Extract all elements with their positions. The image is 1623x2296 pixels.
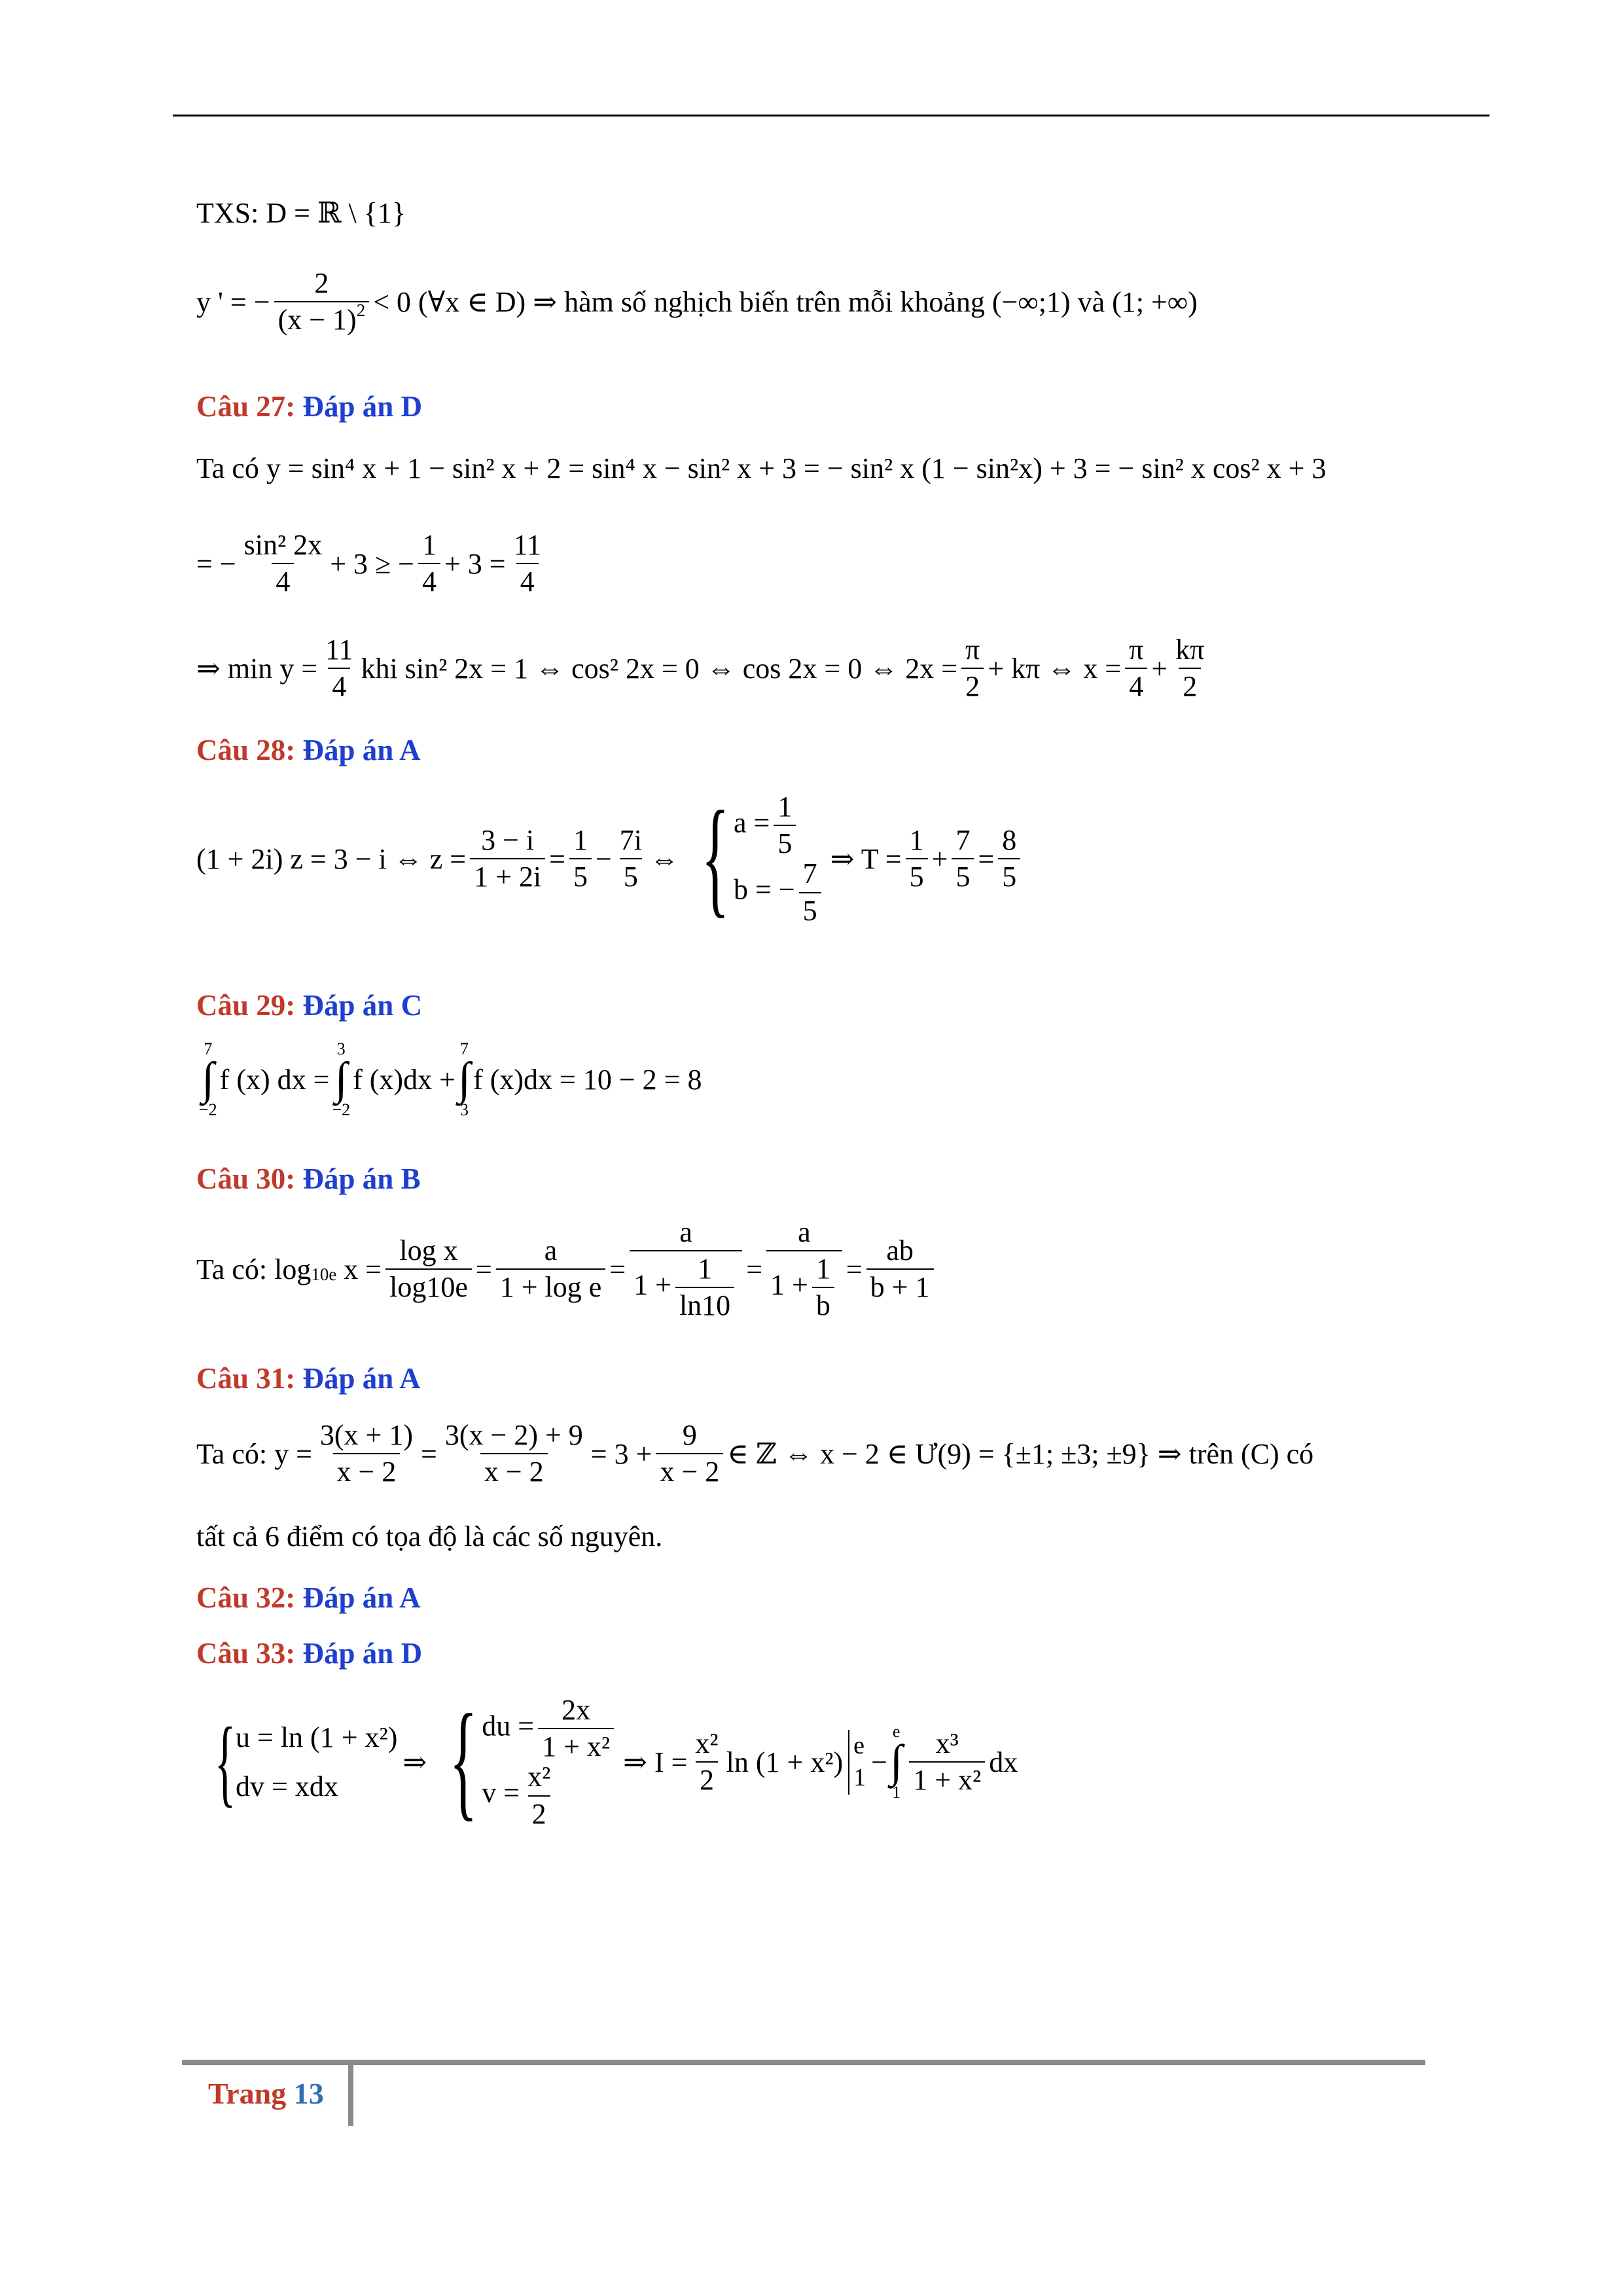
integral-2: 3 ∫ −2: [332, 1039, 351, 1119]
q27-line3-pre: ⇒ min y =: [196, 652, 318, 685]
integral-sign-icon: ∫: [457, 1054, 471, 1104]
q33-system2: { du = $\frac{2x}{\text{1 + x²}}$ v = $\frac{\text{x²}}{2}$: [432, 1695, 618, 1829]
q27-line3-frac3: $\frac{\pi}{4}$: [1125, 635, 1147, 702]
q27-intro: Ta có: [196, 452, 259, 484]
q30-heading: [196, 1162, 421, 1196]
q28-answer: Đáp án A: [302, 734, 421, 766]
q27-heading: [196, 389, 422, 423]
page-label-text: Trang: [208, 2077, 287, 2110]
txs-domain: D = ℝ \ {1}: [266, 197, 406, 229]
q27-line2-frac1: $\frac{\text{sin² 2x}}{4}$: [243, 529, 323, 598]
q31-answer: Đáp án A: [302, 1362, 421, 1395]
q29-title: Câu 29:: [196, 989, 296, 1022]
q28-frac2: $\frac{1}{5}$: [569, 825, 592, 892]
q27-line3-frac4: $\frac{k\pi}{2}$: [1175, 634, 1205, 703]
q27-line2-frac3: $\frac{11}{4}$: [513, 529, 541, 598]
q27-line2-pre: = −: [196, 547, 236, 580]
q28-title: Câu 28:: [196, 734, 296, 766]
integral-sign-icon: ∫: [890, 1736, 903, 1787]
q30-line: Ta có: log 10e x = $\frac{\text{log x}}{\log 10e}$ = $\frac{a}{\text{1 + log e}}$ = a 1 + $\frac{1}{\ln 10}$ = a 1 + $\frac{1}{b}$ = $\frac{ab}{b + 1}$: [196, 1217, 938, 1321]
integral-1: 7 ∫ −2: [199, 1039, 217, 1119]
q33-heading: [196, 1636, 422, 1670]
derivative-num: 2: [314, 267, 329, 299]
footer-divider: [348, 2062, 353, 2126]
integral-3: 7 ∫ 3: [457, 1039, 471, 1119]
q31-line2: tất cả 6 điểm có tọa độ là các số nguyên.: [196, 1520, 663, 1552]
derivative-fraction: [274, 268, 370, 335]
derivative-line: [196, 268, 1198, 335]
q30-title: Câu 30:: [196, 1162, 296, 1195]
q29-line: 7 ∫ −2 f (x) dx = 3 ∫ −2 f (x)dx + 7 ∫ 3 f (x)dx = 10 − 2 = 8: [199, 1039, 702, 1119]
derivative-and: và: [1077, 285, 1105, 318]
q27-line1: [196, 452, 1327, 485]
footer-rule: [182, 2060, 1425, 2065]
txs-prefix: TXS:: [196, 197, 259, 229]
derivative-interval2: (1; +∞): [1112, 285, 1198, 318]
q32-title: Câu 32:: [196, 1581, 296, 1614]
q27-line3-mid2: + kπ ⇔ x =: [988, 652, 1122, 685]
q28-system: { a = $\frac{1}{5}$ b = − $\frac{7}{5}$: [684, 792, 825, 926]
q27-line3-frac1: $\frac{11}{4}$: [325, 634, 353, 703]
q27-line2-frac2: $\frac{1}{4}$: [418, 530, 440, 597]
left-brace: {: [214, 1708, 236, 1817]
q28-frac3: $\frac{7i}{5}$: [619, 824, 643, 893]
q28-heading: [196, 733, 421, 767]
top-rule: [173, 115, 1489, 117]
q31-title: Câu 31:: [196, 1362, 296, 1395]
page-number-value: 13: [293, 2077, 324, 2110]
q31-line1: Ta có: y = $\frac{3(x + 1)}{x - 2}$ = $\frac{3(x - 2) + 9}{x - 2}$ = 3 + $\frac{9}{x - 2}$ ∈ ℤ ⇔ x − 2 ∈ Ư(9) = {±1; ±3; ±9} ⇒ trên (C) có: [196, 1419, 1314, 1488]
q27-title: Câu 27:: [196, 390, 296, 423]
q33-answer: Đáp án D: [302, 1637, 423, 1670]
q28-frac1: $\frac{3 - i}{1 + 2i}$: [470, 825, 545, 892]
left-brace: {: [701, 785, 730, 929]
q28-pre: (1 + 2i) z = 3 − i ⇔ z =: [196, 842, 467, 875]
q29-answer: Đáp án C: [302, 989, 423, 1022]
q31-heading: [196, 1361, 421, 1395]
q33-system1: { u = ln (1 + x²) dv = xdx: [214, 1708, 398, 1817]
page-number: [208, 2076, 324, 2111]
q27-line3: ⇒ min y = $\frac{11}{4}$ khi sin² 2x = 1 ⇔ cos² 2x = 0 ⇔ cos 2x = 0 ⇔ 2x = $\frac{\pi}{2}$ + kπ ⇔ x = $\frac{\pi}{4}$ + $\frac{k\pi}{2}$: [196, 635, 1212, 702]
derivative-text: hàm số nghịch biến trên mỗi khoảng: [564, 285, 985, 318]
q28-t-pre: ⇒ T =: [830, 842, 902, 875]
q33-line: { u = ln (1 + x²) dv = xdx ⇒ { du = $\frac{2x}{\text{1 + x²}}$ v = $\frac{\text{x²}}{2}$ ⇒ I = $\frac{\text{x²}}{2}$ ln (1 + x²) e 1 − e ∫ 1 $\frac{\text{x³}}{\text{1 + x²}}$ dx: [196, 1695, 1018, 1829]
q27-line2-mid2: + 3 =: [444, 547, 506, 580]
evaluation-bar: e 1: [848, 1730, 866, 1795]
q30-answer: Đáp án B: [302, 1162, 421, 1195]
q33-title: Câu 33:: [196, 1637, 296, 1670]
derivative-den-power: 2: [356, 300, 366, 321]
left-brace: {: [449, 1688, 478, 1833]
q27-answer: Đáp án D: [302, 390, 423, 423]
q27-eq1: y = sin⁴ x + 1 − sin² x + 2 = sin⁴ x − sin² x + 3 = − sin² x (1 − sin²x) + 3 = − sin² x cos² x + 3: [266, 452, 1327, 484]
integral-sign-icon: ∫: [334, 1054, 348, 1104]
integral-sign-icon: ∫: [202, 1054, 215, 1104]
q28-line: (1 + 2i) z = 3 − i ⇔ z = $\frac{3 - i}{1 + 2i}$ = $\frac{1}{5}$ − $\frac{7i}{5}$ ⇔ { a = $\frac{1}{5}$ b = − $\frac{7}{5}$ ⇒ T = $\frac{1}{5}$ + $\frac{7}{5}$ = $\frac{8}{5}$: [196, 792, 1024, 926]
derivative-lhs: y ' = −: [196, 285, 270, 318]
q29-heading: [196, 988, 422, 1022]
q27-line2-mid: + 3 ≥ −: [330, 547, 414, 580]
q32-heading: [196, 1581, 421, 1615]
q27-line3-frac2: $\frac{\pi}{2}$: [961, 635, 984, 702]
derivative-cond: < 0 (∀x ∈ D) ⇒: [373, 285, 558, 318]
q32-answer: Đáp án A: [302, 1581, 421, 1614]
txs-line: [196, 196, 406, 230]
integral-4: e ∫ 1: [890, 1722, 903, 1802]
derivative-den: (x − 1): [277, 304, 357, 336]
q27-line3-mid: khi sin² 2x = 1 ⇔ cos² 2x = 0 ⇔ cos 2x = 0 ⇔ 2x =: [361, 652, 958, 685]
q27-line2: [196, 530, 549, 597]
derivative-interval1: (−∞;1): [991, 285, 1071, 318]
